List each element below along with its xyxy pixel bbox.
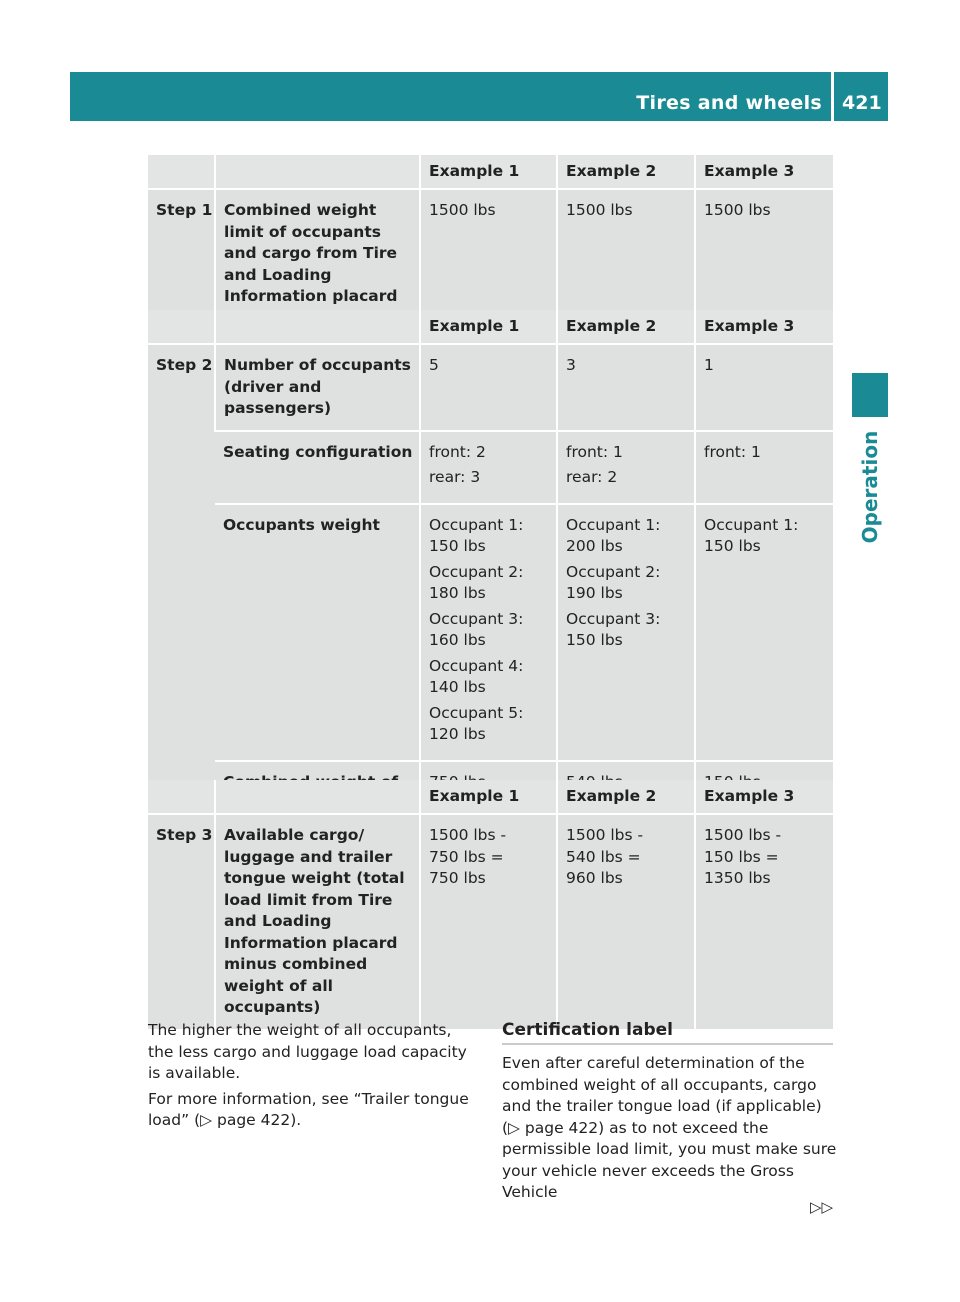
value-line: Occupant 4: 140 lbs <box>429 656 524 696</box>
row-label: Combined weight limit of occupants and cargo from Tire and Loading Information placard <box>215 189 420 319</box>
step-label: Step 1 <box>148 189 215 319</box>
side-tab-text: Operation <box>858 430 882 544</box>
value-line: 750 lbs = <box>429 847 504 866</box>
header-example-1: Example 1 <box>420 155 557 189</box>
table-header-row <box>148 780 833 814</box>
table-row <box>148 431 833 504</box>
value-cell <box>695 814 833 1030</box>
left-column-text <box>148 1020 473 1136</box>
value-line: 1500 lbs - <box>429 826 507 844</box>
value-line: Occupant 1: 150 lbs <box>704 515 799 555</box>
side-tab-label <box>853 432 887 542</box>
value-line: front: 2 <box>429 442 486 461</box>
certification-heading: Certification label <box>502 1020 673 1040</box>
row-label: Seating configuration <box>215 431 420 504</box>
value-cell <box>695 504 833 761</box>
step1-table <box>148 155 833 320</box>
value-cell <box>420 814 557 1030</box>
paragraph: For more information, see “Trailer tongue load” (▷ page 422). <box>148 1089 469 1129</box>
value-cell: 1500 lbs <box>557 189 695 319</box>
header-example-3: Example 3 <box>695 155 833 189</box>
table-header-row <box>148 310 833 344</box>
value-line: Occupant 2: 190 lbs <box>566 562 661 602</box>
value-line: 1 <box>704 356 714 374</box>
value-line: Occupant 1: 200 lbs <box>566 515 661 555</box>
table-row <box>148 814 833 1030</box>
heading-rule <box>502 1043 833 1045</box>
value-cell <box>420 344 557 431</box>
value-cell: 1500 lbs <box>695 189 833 319</box>
step-label: Step 2 <box>148 344 215 826</box>
header-example-2: Example 2 <box>557 155 695 189</box>
value-line: Occupant 3: 150 lbs <box>566 609 661 649</box>
value-cell <box>557 431 695 504</box>
value-line: 540 lbs = <box>566 847 641 866</box>
header-example-1: Example 1 <box>420 310 557 344</box>
value-cell <box>557 814 695 1030</box>
header-example-2: Example 2 <box>557 310 695 344</box>
header-example-1: Example 1 <box>420 780 557 814</box>
row-label: Available cargo/ luggage and trailer tongue weight (total load limit from Tire and Loading Information placard minus combined weight of all occupants) <box>215 814 420 1030</box>
value-line: Occupant 1: 150 lbs <box>429 515 524 555</box>
section-title: Tires and wheels <box>636 92 822 114</box>
row-label: Number of occupants (driver and passengers) <box>215 344 420 431</box>
value-line: 960 lbs <box>566 869 623 887</box>
value-cell <box>695 431 833 504</box>
value-line: 1350 lbs <box>704 869 771 887</box>
value-cell: 1500 lbs <box>420 189 557 319</box>
value-line: Occupant 3: 160 lbs <box>429 609 524 649</box>
table-row <box>148 189 833 319</box>
header-example-3: Example 3 <box>695 780 833 814</box>
value-line: rear: 2 <box>566 468 618 486</box>
header-divider <box>831 72 834 121</box>
table-row <box>148 344 833 431</box>
page-number: 421 <box>842 92 882 114</box>
side-tab-marker <box>852 373 888 417</box>
table-row <box>148 504 833 761</box>
value-line: front: 1 <box>566 442 623 461</box>
header-example-2: Example 2 <box>557 780 695 814</box>
value-line: 5 <box>429 356 439 374</box>
value-line: front: 1 <box>704 442 761 461</box>
value-cell <box>557 344 695 431</box>
value-line: Occupant 5: 120 lbs <box>429 703 524 743</box>
value-cell <box>420 504 557 761</box>
value-line: Occupant 2: 180 lbs <box>429 562 524 602</box>
continued-arrow-icon: ▷▷ <box>810 1198 834 1216</box>
value-cell <box>695 344 833 431</box>
value-cell <box>557 504 695 761</box>
table-header-row <box>148 155 833 189</box>
value-line: 1500 lbs - <box>704 826 782 844</box>
value-line: 1500 lbs - <box>566 826 644 844</box>
step-label: Step 3 <box>148 814 215 1030</box>
header-example-3: Example 3 <box>695 310 833 344</box>
certification-text: Even after careful determination of the combined weight of all occupants, cargo and the trailer tongue load (if applicable) (▷ page 422) as to not exceed the permissible load limit, you must make sure your vehicle never exceeds the Gross Vehicle <box>502 1054 837 1201</box>
value-cell <box>420 431 557 504</box>
value-line: rear: 3 <box>429 468 481 486</box>
step3-table <box>148 780 833 1031</box>
value-line: 150 lbs = <box>704 847 779 866</box>
paragraph: The higher the weight of all occupants, the less cargo and luggage load capacity is available. <box>148 1021 467 1082</box>
step2-table <box>148 310 833 827</box>
row-label: Occupants weight <box>215 504 420 761</box>
value-line: 750 lbs <box>429 869 486 887</box>
value-line: 3 <box>566 356 576 374</box>
